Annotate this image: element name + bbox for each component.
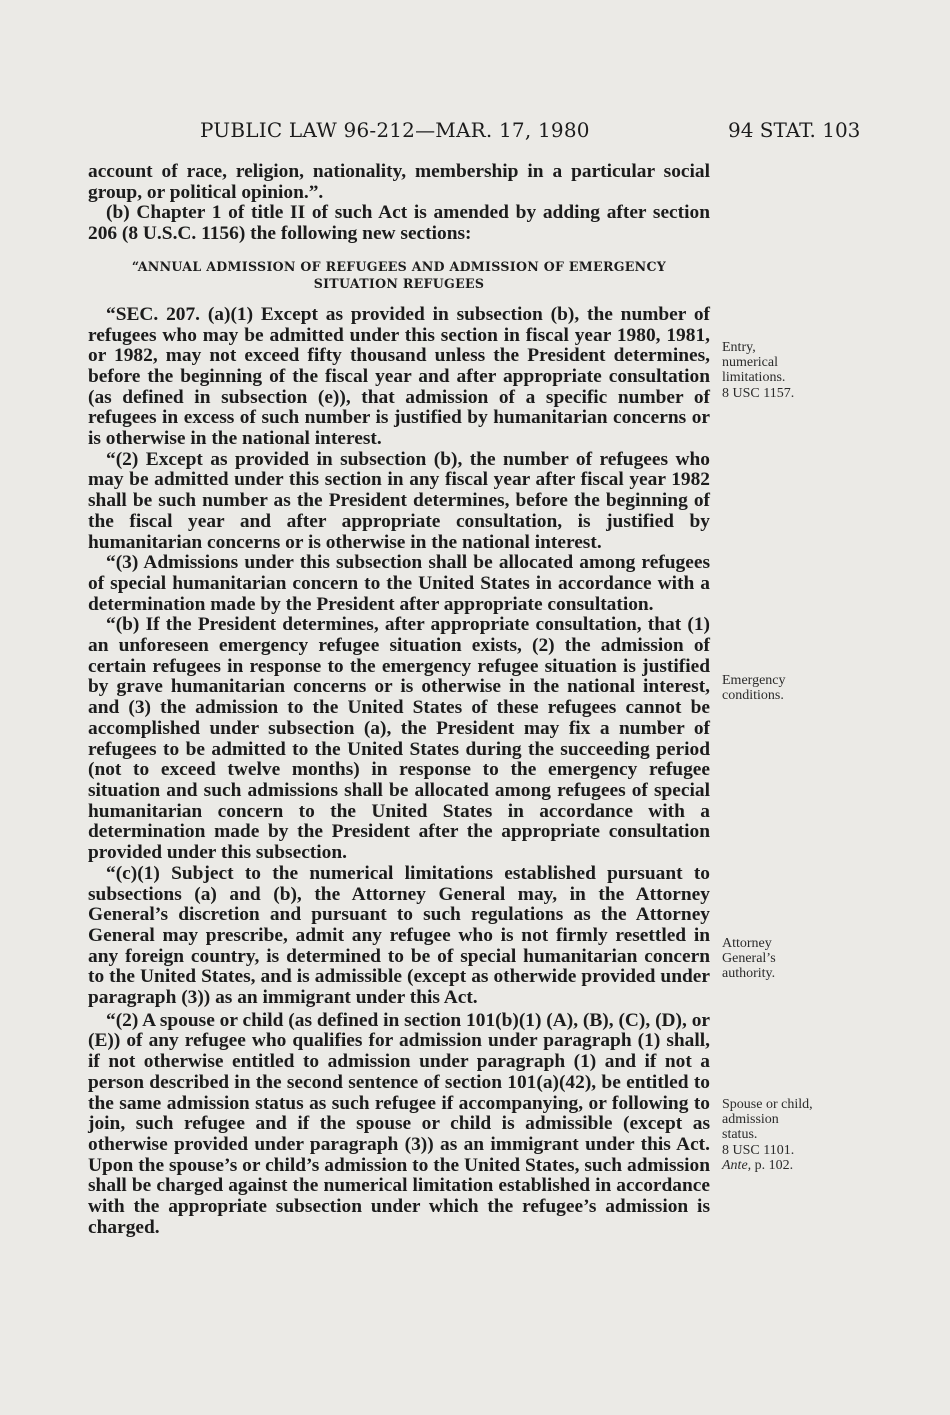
paragraph-sec-207-c2: “(2) A spouse or child (as defined in section 101(b)(1) (A), (B), (C), (D), or (E)) of any refugee who qualifies for admission under paragraph (1) shall, if not otherwise entitled to admission under paragraph (1) and if not a person described in the second sentence of section 101(a)(42), be entitled to the same admission status as such refugee if accompanying, or following to join, such refugee and if the spouse or child is admissible (except as otherwise provided under paragraph (3)) as an immigrant under this Act. Upon the spouse’s or child’s admission to the United States, such admission shall be charged against the numerical limitation established in accordance with the appropriate subsection under which the refugee’s admission is charged. [88,1009,710,1238]
margin-note-line: numerical [722,355,778,371]
margin-note-ref-italic: Ante, [722,1157,752,1173]
paragraph-sec-207-a3: “(3) Admissions under this subsection shall be allocated among refugees of special humanitarian concern to the United States in accordance with a determination made by the President after appropriate consultation. [88,552,710,615]
paragraph-sec-207-c1: “(c)(1) Subject to the numerical limitations established pursuant to subsections (a) and (b), the Attorney General may, in the Attorney General’s discretion and pursuant to such regulations as the Attorney General may prescribe, admit any refugee who is not firmly resettled in any foreign country, is determined to be of special humanitarian concern to the United States, and is admissible (except as otherwide provided under paragraph (3)) as an immigrant under this Act. [88,862,710,1009]
margin-note-line: admission [722,1112,779,1128]
section-heading-line-2: SITUATION REFUGEES [313,275,485,291]
running-header-title: PUBLIC LAW 96-212—MAR. 17, 1980 [200,118,590,142]
section-heading-line-1: “ANNUAL ADMISSION OF REFUGEES AND ADMISSION OF EMERGENCY [131,258,667,274]
section-heading [88,258,710,292]
margin-note-line: Emergency [722,673,786,688]
paragraph-sec-207-a1: “SEC. 207. (a)(1) Except as provided in subsection (b), the number of refugees who may be admitted under this section in fiscal year 1980, 1981, or 1982, may not exceed fifty thousand unless the President determines, before the beginning of the fiscal year and after appropriate consultation (as defined in subsection (e)), that admission of a specific number of refugees in excess of such number is justified by humanitarian concerns or is otherwise in the national interest. [88,303,710,450]
margin-note-line: Attorney [722,936,772,951]
margin-note-line: status. [722,1127,758,1143]
margin-note-spouse [722,1097,852,1173]
margin-note-line: conditions. [722,688,784,704]
margin-note-line: 8 USC 1157. [722,385,795,401]
margin-note-line: authority. [722,966,776,982]
margin-note-attorney [722,936,852,982]
running-header-stat: 94 STAT. 103 [728,118,861,142]
paragraph-sec-207-b: “(b) If the President determines, after appropriate consultation, that (1) an unforeseen emergency refugee situation exists, (2) the admission of certain refugees in response to the emergency refugee situation is justified by grave humanitarian concerns or is otherwise in the national interest, and (3) the admission to the United States of these refugees cannot be accomplished under subsection (a), the President may fix a number of refugees to be admitted to the United States during the succeeding period (not to exceed twelve months) in response to the emergency refugee situation and such admissions shall be allocated among refugees of special humanitarian concern to the United States in accordance with a determination made by the President after the appropriate consultation provided under this subsection. [88,614,710,864]
margin-note-line: Spouse or child, [722,1097,813,1112]
margin-note-entry [722,340,852,401]
margin-note-reference [722,1158,852,1173]
body-text [88,162,710,1238]
paragraph-sec-207-a2: “(2) Except as provided in subsection (b), the number of refugees who may be admitted under this section in any fiscal year after fiscal year 1982 shall be such number as the President determines, before the beginning of the fiscal year and after appropriate consultation, is justified by humanitarian concerns or is otherwise in the national interest. [88,448,710,553]
paragraph-amendment: (b) Chapter 1 of title II of such Act is amended by adding after section 206 (8 U.S.C. 1156) the following new sections: [88,202,710,245]
margin-note-ref-page: p. 102. [751,1157,794,1173]
margin-note-line: Entry, [722,340,756,355]
paragraph-opening: account of race, religion, nationality, membership in a particular social group, or political opinion.”. [88,161,710,203]
margin-note-line: 8 USC 1101. [722,1142,795,1158]
margin-note-emergency [722,673,852,703]
margin-note-line: General’s [722,951,776,967]
margin-note-line: limitations. [722,370,786,386]
